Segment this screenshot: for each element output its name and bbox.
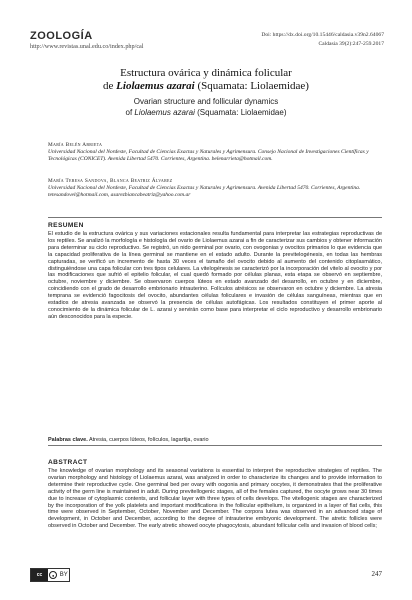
title-line-2 (40, 80, 372, 93)
section-divider (48, 217, 382, 218)
author-affiliation: Universidad Nacional del Nordeste, Facultad de Ciencias Exactas y Naturales y Agrimensura. Avenida Libertad 5470. Corrientes, Argentina. tetesandovel@hotmail.com, asarezbiancabeatriz@yahoo.com.ar (48, 185, 361, 199)
page-header (30, 30, 384, 54)
journal-url[interactable]: http://www.revistas.unal.edu.co/index.php/cal (30, 43, 144, 50)
keywords-label: Palabras clave. (48, 437, 88, 443)
person-icon: ● (49, 571, 57, 579)
resumen-text: El estudio de la estructura ovárica y sus variaciones estacionales resulta fundamental para interpretar las estrategias reproductivas de los reptiles. Se analizó la morfología e histología del ovario de Liolaemus azarai a fin de caracterizar sus cambios y obtener información para determinar su ciclo reproductivo. Se registró, un nido germinal por ovario, con ovogonias y ovocitos primarios lo que evidencia que la capacidad proliferativa de la línea germinal se mantiene en el estado adulto. Durante la previtelogénesis, en todas las hembras capturadas, se verificó un incremento de hasta 30 veces el tamaño del ovocito debido al aumento del contenido citoplasmático, distinguiéndose una capa folicular con tres tipos celulares. La vitelogénesis se caracterizó por la incorporación del vitelo al ovocito y por las modificaciones que sufrió el epitelio folicular, el cual quedó formado por células planas, esta etapa se observó en septiembre, octubre, noviembre y diciembre. Se observaron cuerpos lúteos en estado avanzado del desarrollo, en octubre y en diciembre, coincidiendo con el grado de desarrollo embrionario intrauterino. Folículos atrésicos se observaron en octubre y diciembre. La atresia temprana se evidenció fagocitosis del ovocito, abundantes células foliculares e invasión de células sanguíneas, mientras que en estadios de atresia avanzada se observó la presencia de células autofágicas. Los resultados constituyen el primer aporte al conocimiento de la dinámica folicular de L. azarai y servirán como base para interpretar el ciclo reproductivo y desarrollo embrionario aún desconocidos para la especie. (48, 231, 382, 320)
cc-by-label: BY (59, 572, 68, 578)
cc-by-section (48, 571, 69, 579)
section-divider (48, 445, 382, 446)
author-name: María Belén Abrieta (48, 142, 103, 148)
author-block-2 (48, 178, 376, 200)
doi-link[interactable]: Doi: https://dx.doi.org/10.15446/caldasia.v39n2.64067 (261, 32, 384, 38)
en-title-suffix: (Squamata: Liolaemidae) (194, 107, 287, 117)
title-line-1: Estructura ovárica y dinámica folicular (120, 67, 292, 79)
en-title-prefix: of (125, 107, 135, 117)
cc-logo-icon: cc (31, 569, 48, 581)
en-title-line-1: Ovarian structure and follicular dynamics (133, 97, 279, 106)
journal-name: ZOOLOGÍA (30, 30, 93, 42)
english-title (50, 97, 362, 118)
en-title-line-2 (50, 108, 362, 119)
paper-title (40, 67, 372, 93)
author-affiliation: Universidad Nacional del Nordeste, Facultad de Ciencias Exactas y Naturales y Agrimensura. Consejo Nacional de Investigaciones Científicas y Tecnológicas (CONICET). Avenida Libertad 5470. Corrientes, Argentina. belenarrieta@hotmail.com. (48, 149, 369, 163)
cc-license-badge[interactable] (30, 568, 70, 582)
author-block-1 (48, 142, 376, 164)
en-title-species: Liolaemus azarai (134, 107, 195, 117)
author-name: María Teresa Sandova, Blanca Beatriz Álvarez (48, 178, 173, 184)
resumen-heading: RESUMEN (48, 222, 84, 229)
abstract-heading: ABSTRACT (48, 459, 88, 466)
page-number: 247 (371, 570, 382, 578)
title-suffix: (Squamata: Liolaemidae) (194, 80, 309, 92)
title-species: Liolaemus azarai (116, 80, 195, 92)
title-prefix: de (103, 80, 117, 92)
abstract-text: The knowledge of ovarian morphology and its seasonal variations is essential to interpret the reproductive strategies of reptiles. The ovarian morphology and histology of Liolaemus azarai, was analyzed in order to characterize its changes and to provide information to determine their reproductive cycle. One germinal bed per ovary with oogonia and primary oocytes, it demonstrates that the proliferative activity of the germ line is maintained in adult. During previtellogenic stages, all of the females captured, the oocyte grows near 30 times due to increase of cytoplasmic contents, and follicular layer with three types of cells develops. The vitellogenic stages are characterized by the incorporation of the yolk platelets and important modifications in the follicular epithelium, is organized in a layer of flat cells, this time were observed in September, October, November and December. The corpora lutea was observed in an advanced stage of development, in October and December, according to the degree of intrauterine embryonic development. The atretic follicles were observed in October and December. The early atretic showed oocyte phagocytosis, abundant follicular cells and invasion of blood cells; (48, 468, 382, 530)
keywords-text: Atresia, cuerpos lúteos, folículos, lagartija, ovario (87, 437, 209, 443)
citation: Caldasia 39(2):247-259.2017 (318, 41, 384, 47)
keywords (48, 437, 382, 444)
